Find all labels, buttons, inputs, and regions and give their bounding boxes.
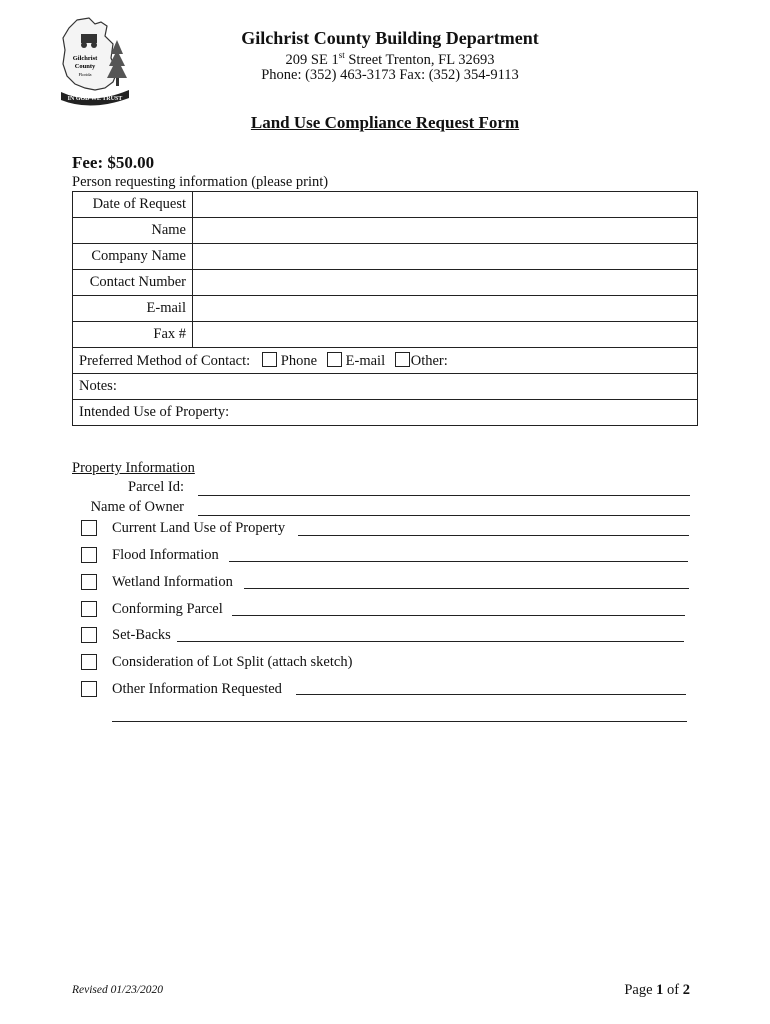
intended-use-label: Intended Use of Property: (79, 404, 230, 420)
set-backs-checkbox[interactable] (81, 627, 97, 643)
parcel-id-label: Parcel Id: (128, 479, 184, 495)
contact-number-field[interactable] (193, 270, 698, 296)
seal-line3: Florida (78, 72, 92, 77)
flood-information-label: Flood Information (112, 547, 219, 563)
table-row (73, 348, 698, 374)
phone-checkbox[interactable] (262, 352, 277, 367)
flood-information-checkbox[interactable] (81, 547, 97, 563)
flood-information-line[interactable] (229, 561, 688, 562)
set-backs-label: Set-Backs (112, 627, 171, 643)
name-field[interactable] (193, 218, 698, 244)
form-title: Land Use Compliance Request Form (250, 113, 520, 132)
email-checkbox[interactable] (327, 352, 342, 367)
page-number (600, 982, 690, 999)
current-land-use-checkbox[interactable] (81, 520, 97, 536)
table-row (73, 244, 698, 270)
department-name: Gilchrist County Building Department (241, 28, 539, 48)
table-row (73, 400, 698, 426)
conforming-parcel-checkbox[interactable] (81, 601, 97, 617)
other-information-line-2[interactable] (112, 721, 687, 722)
contact-method-row (73, 348, 698, 374)
other-information-checkbox[interactable] (81, 681, 97, 697)
conforming-parcel-line[interactable] (232, 615, 685, 616)
address-superscript: st (338, 50, 345, 60)
seal-motto: IN GOD WE TRUST (67, 96, 123, 102)
email-field[interactable] (193, 296, 698, 322)
department-phone-fax: Phone: (352) 463-3173 Fax: (352) 354-9113 (261, 67, 519, 83)
wetland-information-line[interactable] (244, 588, 689, 589)
address-start: 209 SE 1 (285, 51, 339, 68)
conforming-parcel-label: Conforming Parcel (112, 601, 223, 617)
current-land-use-label: Current Land Use of Property (112, 520, 286, 536)
name-label: Name (73, 218, 193, 244)
page-total: 2 (682, 982, 690, 998)
seal-name: Gilchrist (72, 55, 98, 62)
notes-field[interactable] (73, 374, 698, 400)
lot-split-label: Consideration of Lot Split (attach sketch) (112, 654, 353, 670)
company-name-label: Company Name (73, 244, 193, 270)
contact-method-label: Preferred Method of Contact: (79, 352, 251, 369)
property-heading: Property Information (72, 460, 195, 476)
phone-option-label: Phone (280, 352, 318, 369)
set-backs-line[interactable] (177, 641, 684, 642)
fax-label: Fax # (73, 322, 193, 348)
page-current: 1 (656, 982, 664, 998)
email-label: E-mail (73, 296, 193, 322)
contact-number-label: Contact Number (73, 270, 193, 296)
current-land-use-line[interactable] (298, 535, 689, 536)
date-of-request-field[interactable] (193, 192, 698, 218)
email-option-label: E-mail (345, 352, 386, 369)
other-option-label: Other: (410, 352, 448, 369)
table-row (73, 270, 698, 296)
other-information-label: Other Information Requested (112, 681, 282, 697)
page-prefix: Page (624, 982, 657, 998)
person-heading: Person requesting information (please print) (72, 174, 329, 190)
notes-label: Notes: (79, 378, 117, 394)
seal-line2: County (74, 63, 96, 70)
table-row (73, 192, 698, 218)
wetland-information-checkbox[interactable] (81, 574, 97, 590)
date-of-request-label: Date of Request (73, 192, 193, 218)
table-row (73, 218, 698, 244)
table-row (73, 296, 698, 322)
address-end: Street Trenton, FL 32693 (344, 51, 495, 68)
wetland-information-label: Wetland Information (112, 574, 233, 590)
table-row (73, 322, 698, 348)
revision-date: Revised 01/23/2020 (72, 984, 164, 996)
parcel-id-field[interactable] (198, 495, 690, 496)
lot-split-checkbox[interactable] (81, 654, 97, 670)
fee-amount: Fee: $50.00 (72, 153, 155, 172)
other-information-line[interactable] (296, 694, 686, 695)
intended-use-field[interactable] (73, 400, 698, 426)
table-row (73, 374, 698, 400)
page-mid: of (663, 982, 683, 998)
department-address (200, 50, 580, 69)
company-name-field[interactable] (193, 244, 698, 270)
other-checkbox[interactable] (395, 352, 410, 367)
owner-name-label: Name of Owner (90, 499, 184, 515)
owner-name-field[interactable] (198, 515, 690, 516)
county-seal-icon (55, 14, 135, 106)
requester-table (72, 191, 698, 426)
fax-field[interactable] (193, 322, 698, 348)
